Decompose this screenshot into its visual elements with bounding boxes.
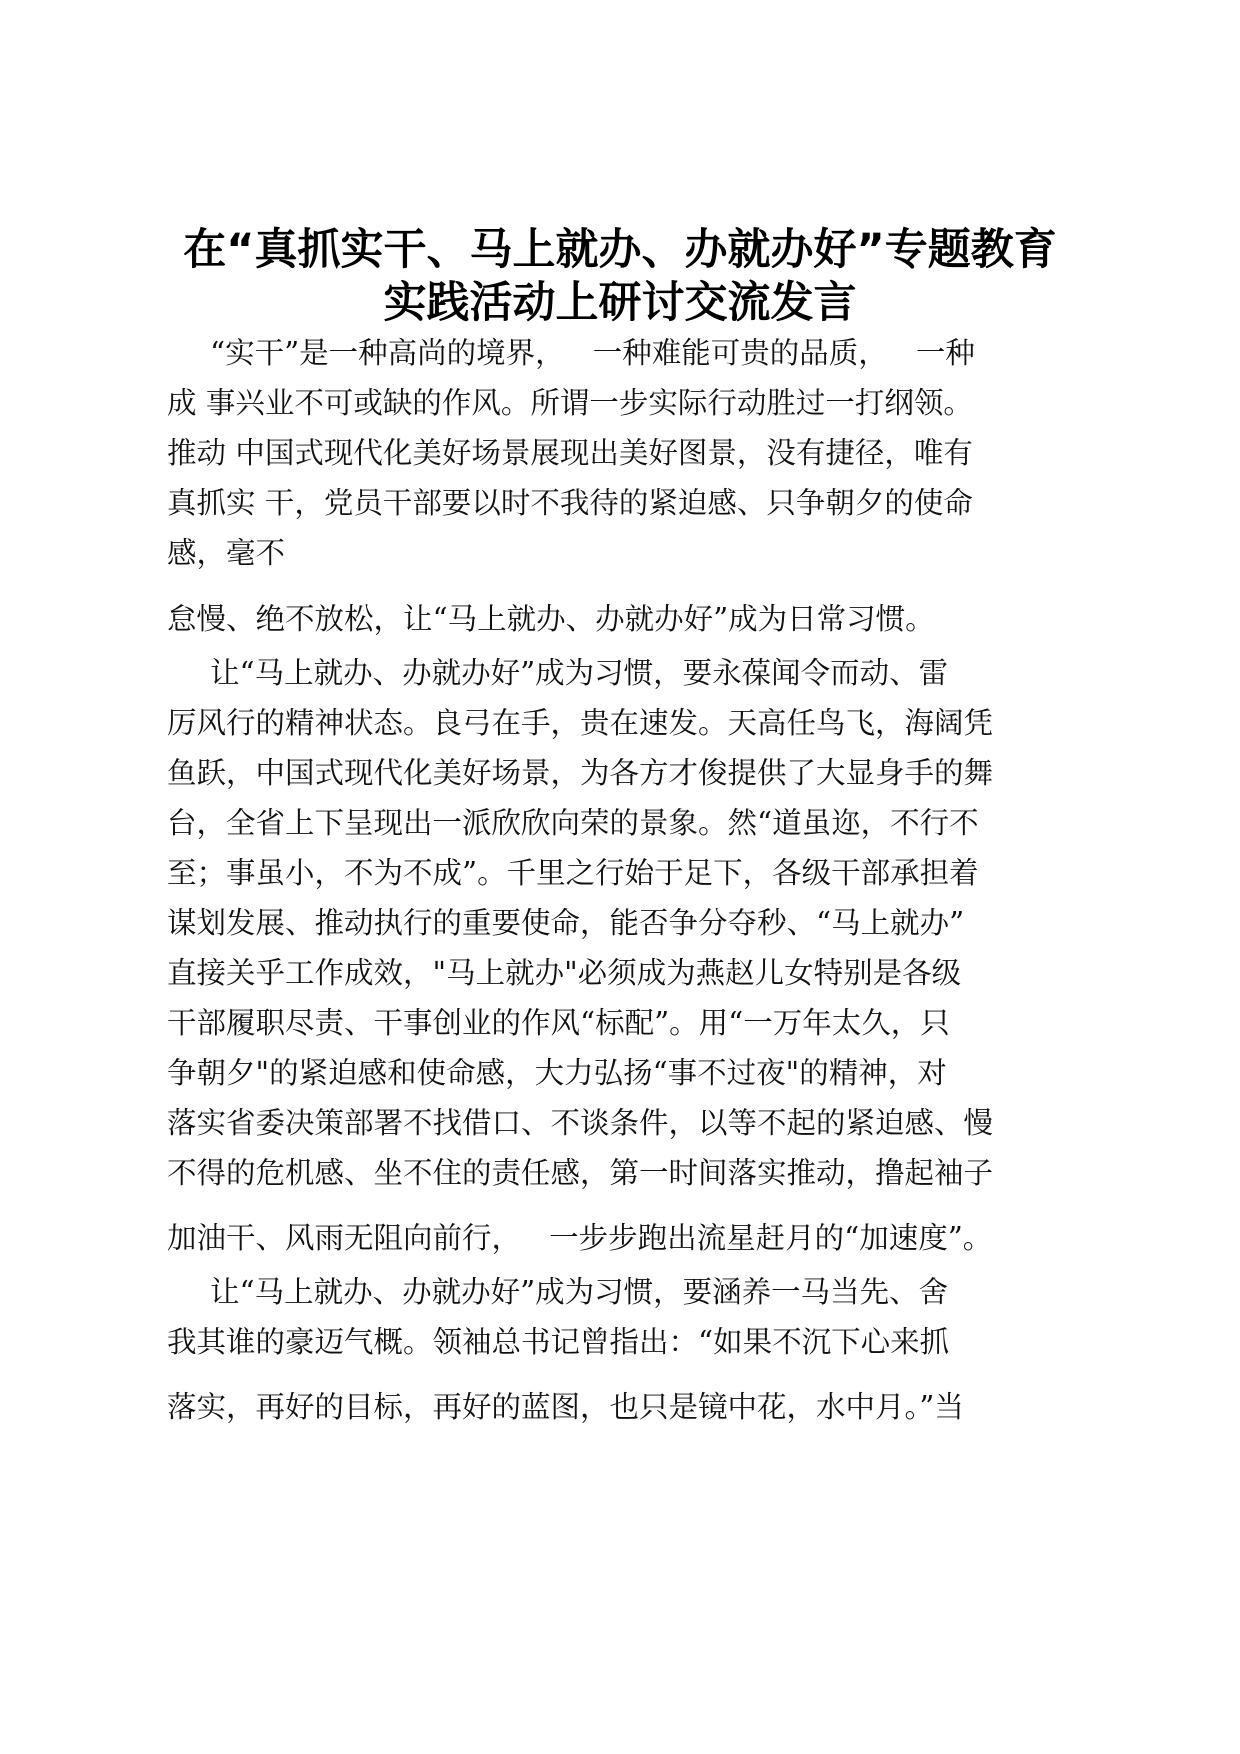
body-text-line: 让“马上就办、办就办好”成为习惯，要涵养一马当先、舍: [210, 1275, 949, 1309]
body-text-line: 我其谁的豪迈气概。领袖总书记曾指出：“如果不沉下心来抓: [167, 1325, 950, 1359]
body-text-line: 推动 中国式现代化美好场景展现出美好图景，没有捷径，唯有: [167, 436, 973, 470]
body-text-line: 真抓实 干，党员干部要以时不我待的紧迫感、只争朝夕的使命: [167, 486, 973, 520]
body-text-line: 加油干、风雨无阻向前行， 一步步跑出流星赶月的“加速度”。: [167, 1221, 993, 1255]
document-title-line-1: 在“真抓实干、马上就办、办就办好”专题教育: [183, 225, 1057, 275]
body-text-line: 落实，再好的目标，再好的蓝图，也只是镜中花，水中月。”当: [167, 1390, 964, 1424]
body-text-line: 不得的危机感、坐不住的责任感，第一时间落实推动，撸起袖子: [167, 1156, 994, 1190]
body-text-line: 让“马上就办、办就办好”成为习惯，要永葆闻令而动、雷: [210, 656, 949, 690]
body-text-line: 感，毫不: [167, 536, 286, 570]
body-text-line: 直接关乎工作成效，"马上就办"必须成为燕赵儿女特别是各级: [167, 956, 962, 990]
body-text-line: 干部履职尽责、干事创业的作风“标配”。用“一万年太久，只: [167, 1006, 950, 1040]
body-text-line: “实干”是一种高尚的境界， 一种难能可贵的品质， 一种: [210, 336, 975, 370]
body-text-line: 谋划发展、推动执行的重要使命，能否争分夺秒、“马上就办”: [167, 906, 965, 940]
body-text-line: 至；事虽小，不为不成”。千里之行始于足下，各级干部承担着: [167, 856, 979, 890]
document-title-line-2: 实践活动上研讨交流发言: [383, 278, 857, 328]
body-text-line: 厉风行的精神状态。良弓在手，贵在速发。天高任鸟飞，海阔凭: [167, 706, 994, 740]
body-text-line: 成 事兴业不可或缺的作风。所谓一步实际行动胜过一打纲领。: [167, 386, 973, 420]
body-text-line: 鱼跃，中国式现代化美好场景，为各方才俊提供了大显身手的舞: [167, 756, 994, 790]
body-text-line: 落实省委决策部署不找借口、不谈条件，以等不起的紧迫感、慢: [167, 1106, 994, 1140]
body-text-line: 争朝夕"的紧迫感和使命感，大力弘扬“事不过夜"的精神，对: [167, 1056, 947, 1090]
body-text-line: 台，全省上下呈现出一派欣欣向荣的景象。然“道虽迩，不行不: [167, 806, 979, 840]
body-text-line: 怠慢、绝不放松，让“马上就办、办就办好”成为日常习惯。: [167, 602, 935, 636]
